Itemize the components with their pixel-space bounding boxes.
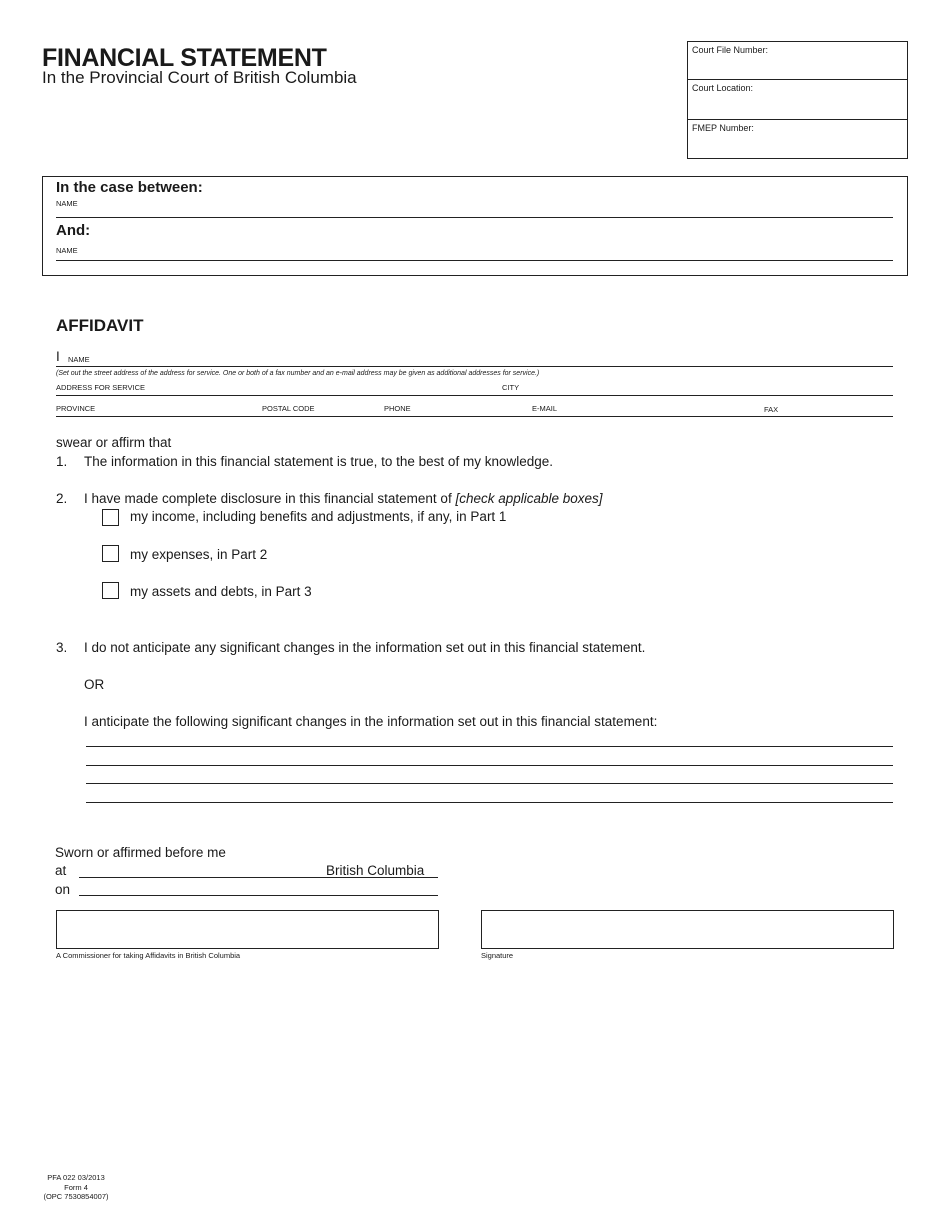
- affidavit-heading: AFFIDAVIT: [56, 316, 144, 335]
- form-subtitle: In the Provincial Court of British Columbia: [42, 68, 357, 87]
- income-checkbox[interactable]: [102, 509, 119, 526]
- on-label: on: [55, 882, 71, 897]
- parties-box: [42, 176, 908, 276]
- assets-checkbox[interactable]: [102, 582, 119, 599]
- form-footer: [30, 1173, 122, 1202]
- footer-form-number: Form 4: [64, 1182, 88, 1192]
- address-instruction: (Set out the street address of the address for service. One or both of a fax number and an e-mail address may be given as additional addresses for service.): [56, 370, 540, 377]
- british-columbia-text: British Columbia: [326, 863, 425, 878]
- court-file-number-field[interactable]: [688, 42, 907, 80]
- commissioner-label: A Commissioner for taking Affidavits in British Columbia: [56, 951, 241, 960]
- item2-text: [84, 491, 603, 506]
- item3-number: 3.: [56, 640, 68, 655]
- fmep-number-label: FMEP Number:: [692, 123, 754, 133]
- expenses-checkbox-label: my expenses, in Part 2: [130, 547, 268, 562]
- court-location-label: Court Location:: [692, 83, 754, 93]
- swear-text: swear or affirm that: [56, 435, 172, 450]
- and-heading: And:: [56, 222, 91, 239]
- court-location-field[interactable]: [688, 80, 907, 120]
- changes-line-3[interactable]: [86, 783, 893, 784]
- at-label: at: [55, 863, 67, 878]
- footer-opc-number: (OPC 7530854007): [43, 1192, 109, 1201]
- assets-checkbox-label: my assets and debts, in Part 3: [130, 584, 312, 599]
- commissioner-signature-box[interactable]: [56, 910, 439, 949]
- i-label: I: [56, 349, 60, 364]
- case-between-heading: In the case between:: [56, 179, 203, 196]
- fax-label: FAX: [764, 405, 779, 414]
- phone-label: PHONE: [384, 404, 411, 413]
- changes-line-2[interactable]: [86, 765, 893, 766]
- item1-text: The information in this financial statement is true, to the best of my knowledge.: [84, 454, 553, 469]
- contact-line[interactable]: [56, 416, 893, 417]
- court-file-number-label: Court File Number:: [692, 45, 769, 55]
- changes-line-4[interactable]: [86, 802, 893, 803]
- footer-form-code: PFA 022 03/2013: [47, 1173, 105, 1182]
- postal-code-label: POSTAL CODE: [262, 404, 315, 413]
- expenses-checkbox[interactable]: [102, 545, 119, 562]
- item2-number: 2.: [56, 491, 68, 506]
- item2-instruction: [check applicable boxes]: [455, 491, 603, 506]
- party1-name-line[interactable]: [56, 217, 893, 218]
- party1-name-label: NAME: [56, 199, 78, 208]
- email-label: E-MAIL: [532, 404, 558, 413]
- province-label: PROVINCE: [56, 404, 96, 413]
- item2-main-text: I have made complete disclosure in this financial statement of: [84, 491, 456, 506]
- income-checkbox-label: my income, including benefits and adjustments, if any, in Part 1: [130, 509, 507, 524]
- affiant-name-label: NAME: [68, 355, 90, 364]
- affiant-signature-box[interactable]: [481, 910, 894, 949]
- anticipate-text: I anticipate the following significant changes in the information set out in this financial statement:: [84, 714, 658, 729]
- on-date-line[interactable]: [79, 895, 438, 896]
- item3-text: I do not anticipate any significant changes in the information set out in this financial statement.: [84, 640, 646, 655]
- address-line[interactable]: [56, 395, 893, 396]
- city-label: CITY: [502, 383, 520, 392]
- party2-name-line[interactable]: [56, 260, 893, 261]
- form-title: FINANCIAL STATEMENT: [42, 44, 327, 72]
- court-file-box: [687, 41, 908, 159]
- sworn-heading: Sworn or affirmed before me: [55, 845, 226, 860]
- or-text: OR: [84, 677, 105, 692]
- item1-number: 1.: [56, 454, 68, 469]
- address-label: ADDRESS FOR SERVICE: [56, 383, 146, 392]
- signature-label: Signature: [481, 951, 514, 960]
- party2-name-label: NAME: [56, 246, 78, 255]
- affiant-name-line[interactable]: [56, 366, 893, 367]
- changes-line-1[interactable]: [86, 746, 893, 747]
- fmep-number-field[interactable]: [688, 120, 907, 158]
